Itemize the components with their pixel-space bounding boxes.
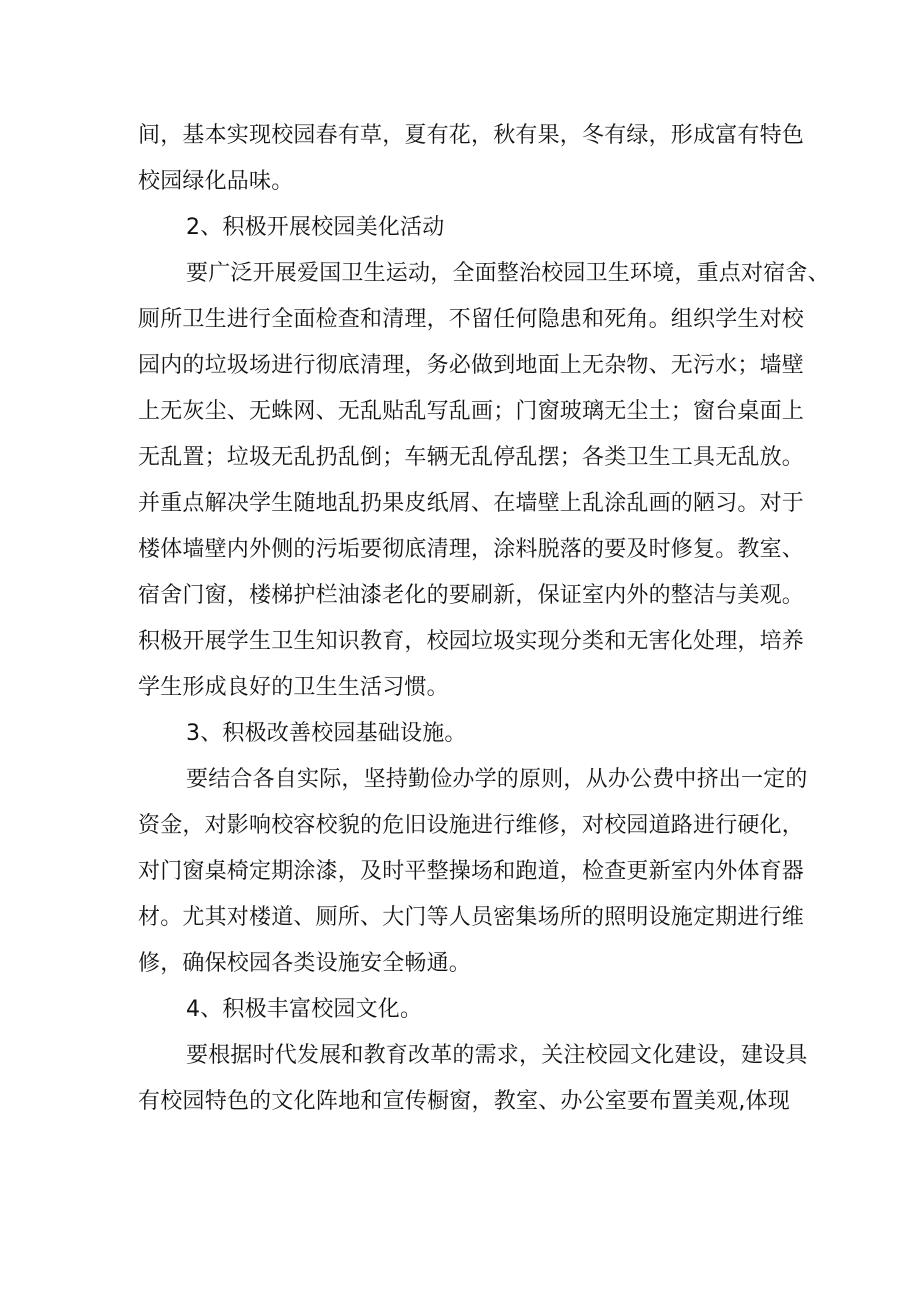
paragraph-line: 要结合各自实际，坚持勤俭办学的原则，从办公费中挤出一定的	[186, 767, 808, 792]
paragraph-line: 修，确保校园各类设施安全畅通。	[138, 951, 472, 976]
paragraph-line: 要根据时代发展和教育改革的需求，关注校园文化建设，建设具	[186, 1043, 808, 1068]
paragraph-line: 积极开展学生卫生知识教育，校园垃圾实现分类和无害化处理，培养	[138, 629, 805, 654]
paragraph-line: 对门窗桌椅定期涂漆，及时平整操场和跑道，检查更新室内外体育器	[138, 859, 805, 884]
paragraph-line: 有校园特色的文化阵地和宣传橱窗，教室、办公室要布置美观,体现	[138, 1089, 790, 1114]
paragraph-line: 要广泛开展爱国卫生运动，全面整治校园卫生环境，重点对宿舍、	[186, 261, 830, 286]
paragraph-line: 间，基本实现校园春有草，夏有花，秋有果，冬有绿，形成富有特色	[138, 123, 805, 148]
paragraph-line: 上无灰尘、无蛛网、无乱贴乱写乱画；门窗玻璃无尘土；窗台桌面上	[138, 399, 805, 424]
paragraph-line: 园内的垃圾场进行彻底清理，务必做到地面上无杂物、无污水；墙壁	[138, 353, 805, 378]
paragraph-line: 学生形成良好的卫生生活习惯。	[138, 675, 449, 700]
document-body	[138, 113, 830, 1125]
section-heading: 4、积极丰富校园文化。	[186, 997, 423, 1022]
paragraph-line: 资金，对影响校容校貌的危旧设施进行维修，对校园道路进行硬化，	[138, 813, 805, 838]
section-heading: 3、积极改善校园基础设施。	[186, 721, 467, 746]
paragraph-line: 并重点解决学生随地乱扔果皮纸屑、在墙壁上乱涂乱画的陋习。对于	[138, 491, 805, 516]
paragraph-line: 无乱置；垃圾无乱扔乱倒；车辆无乱停乱摆；各类卫生工具无乱放。	[138, 445, 805, 470]
paragraph-line: 楼体墙壁内外侧的污垢要彻底清理，涂料脱落的要及时修复。教室、	[138, 537, 805, 562]
paragraph-line: 宿舍门窗，楼梯护栏油漆老化的要刷新，保证室内外的整洁与美观。	[138, 583, 805, 608]
section-heading: 2、积极开展校园美化活动	[186, 215, 445, 240]
paragraph-line: 材。尤其对楼道、厕所、大门等人员密集场所的照明设施定期进行维	[138, 905, 805, 930]
paragraph-line: 厕所卫生进行全面检查和清理，不留任何隐患和死角。组织学生对校	[138, 307, 805, 332]
paragraph-line: 校园绿化品味。	[138, 169, 294, 194]
